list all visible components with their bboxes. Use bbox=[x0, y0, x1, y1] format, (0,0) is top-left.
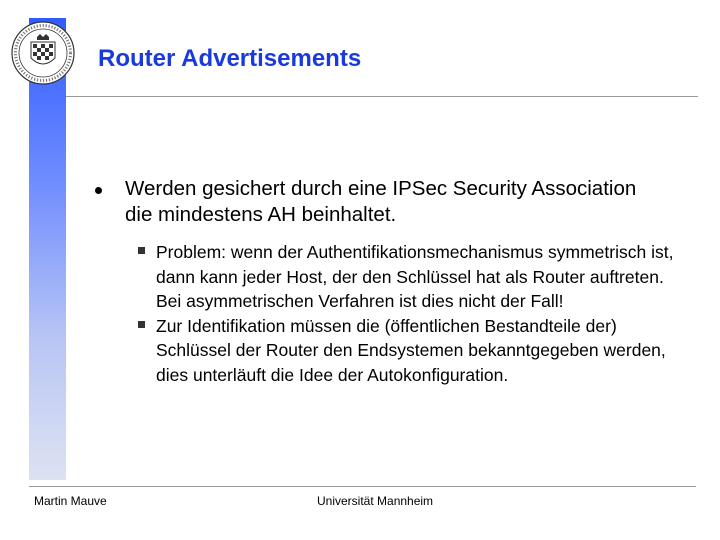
footer-divider bbox=[29, 486, 696, 487]
university-seal-logo-icon bbox=[10, 20, 76, 86]
sidebar-gradient-bar bbox=[29, 18, 66, 480]
main-bullet-text: Werden gesichert durch eine IPSec Security Association die mindestens AH beinhaltet. bbox=[125, 177, 637, 226]
round-bullet-icon bbox=[95, 187, 102, 194]
footer-author: Martin Mauve bbox=[34, 494, 107, 508]
square-bullet-icon bbox=[138, 247, 145, 254]
title-divider bbox=[66, 96, 698, 97]
sub-bullet-item bbox=[138, 240, 688, 314]
sub-bullet-text: Zur Identifikation müssen die (öffentlichen Bestandteile der) Schlüssel der Router den Endsystemen bekanntgegeben werden, dies unterläuft die Idee der Autokonfiguration. bbox=[156, 315, 666, 385]
footer-institution: Universität Mannheim bbox=[317, 494, 434, 508]
sub-bullet-text: Problem: wenn der Authentifikationsmechanismus symmetrisch ist, dann kann jeder Host, der den Schlüssel hat als Router auftreten. Bei asymmetrischen Verfahren ist dies nicht der Fall! bbox=[156, 242, 674, 311]
sub-bullet-list bbox=[138, 240, 698, 387]
square-bullet-icon bbox=[138, 321, 145, 328]
slide-title: Router Advertisements bbox=[98, 45, 362, 72]
sub-bullet-item bbox=[138, 314, 688, 388]
